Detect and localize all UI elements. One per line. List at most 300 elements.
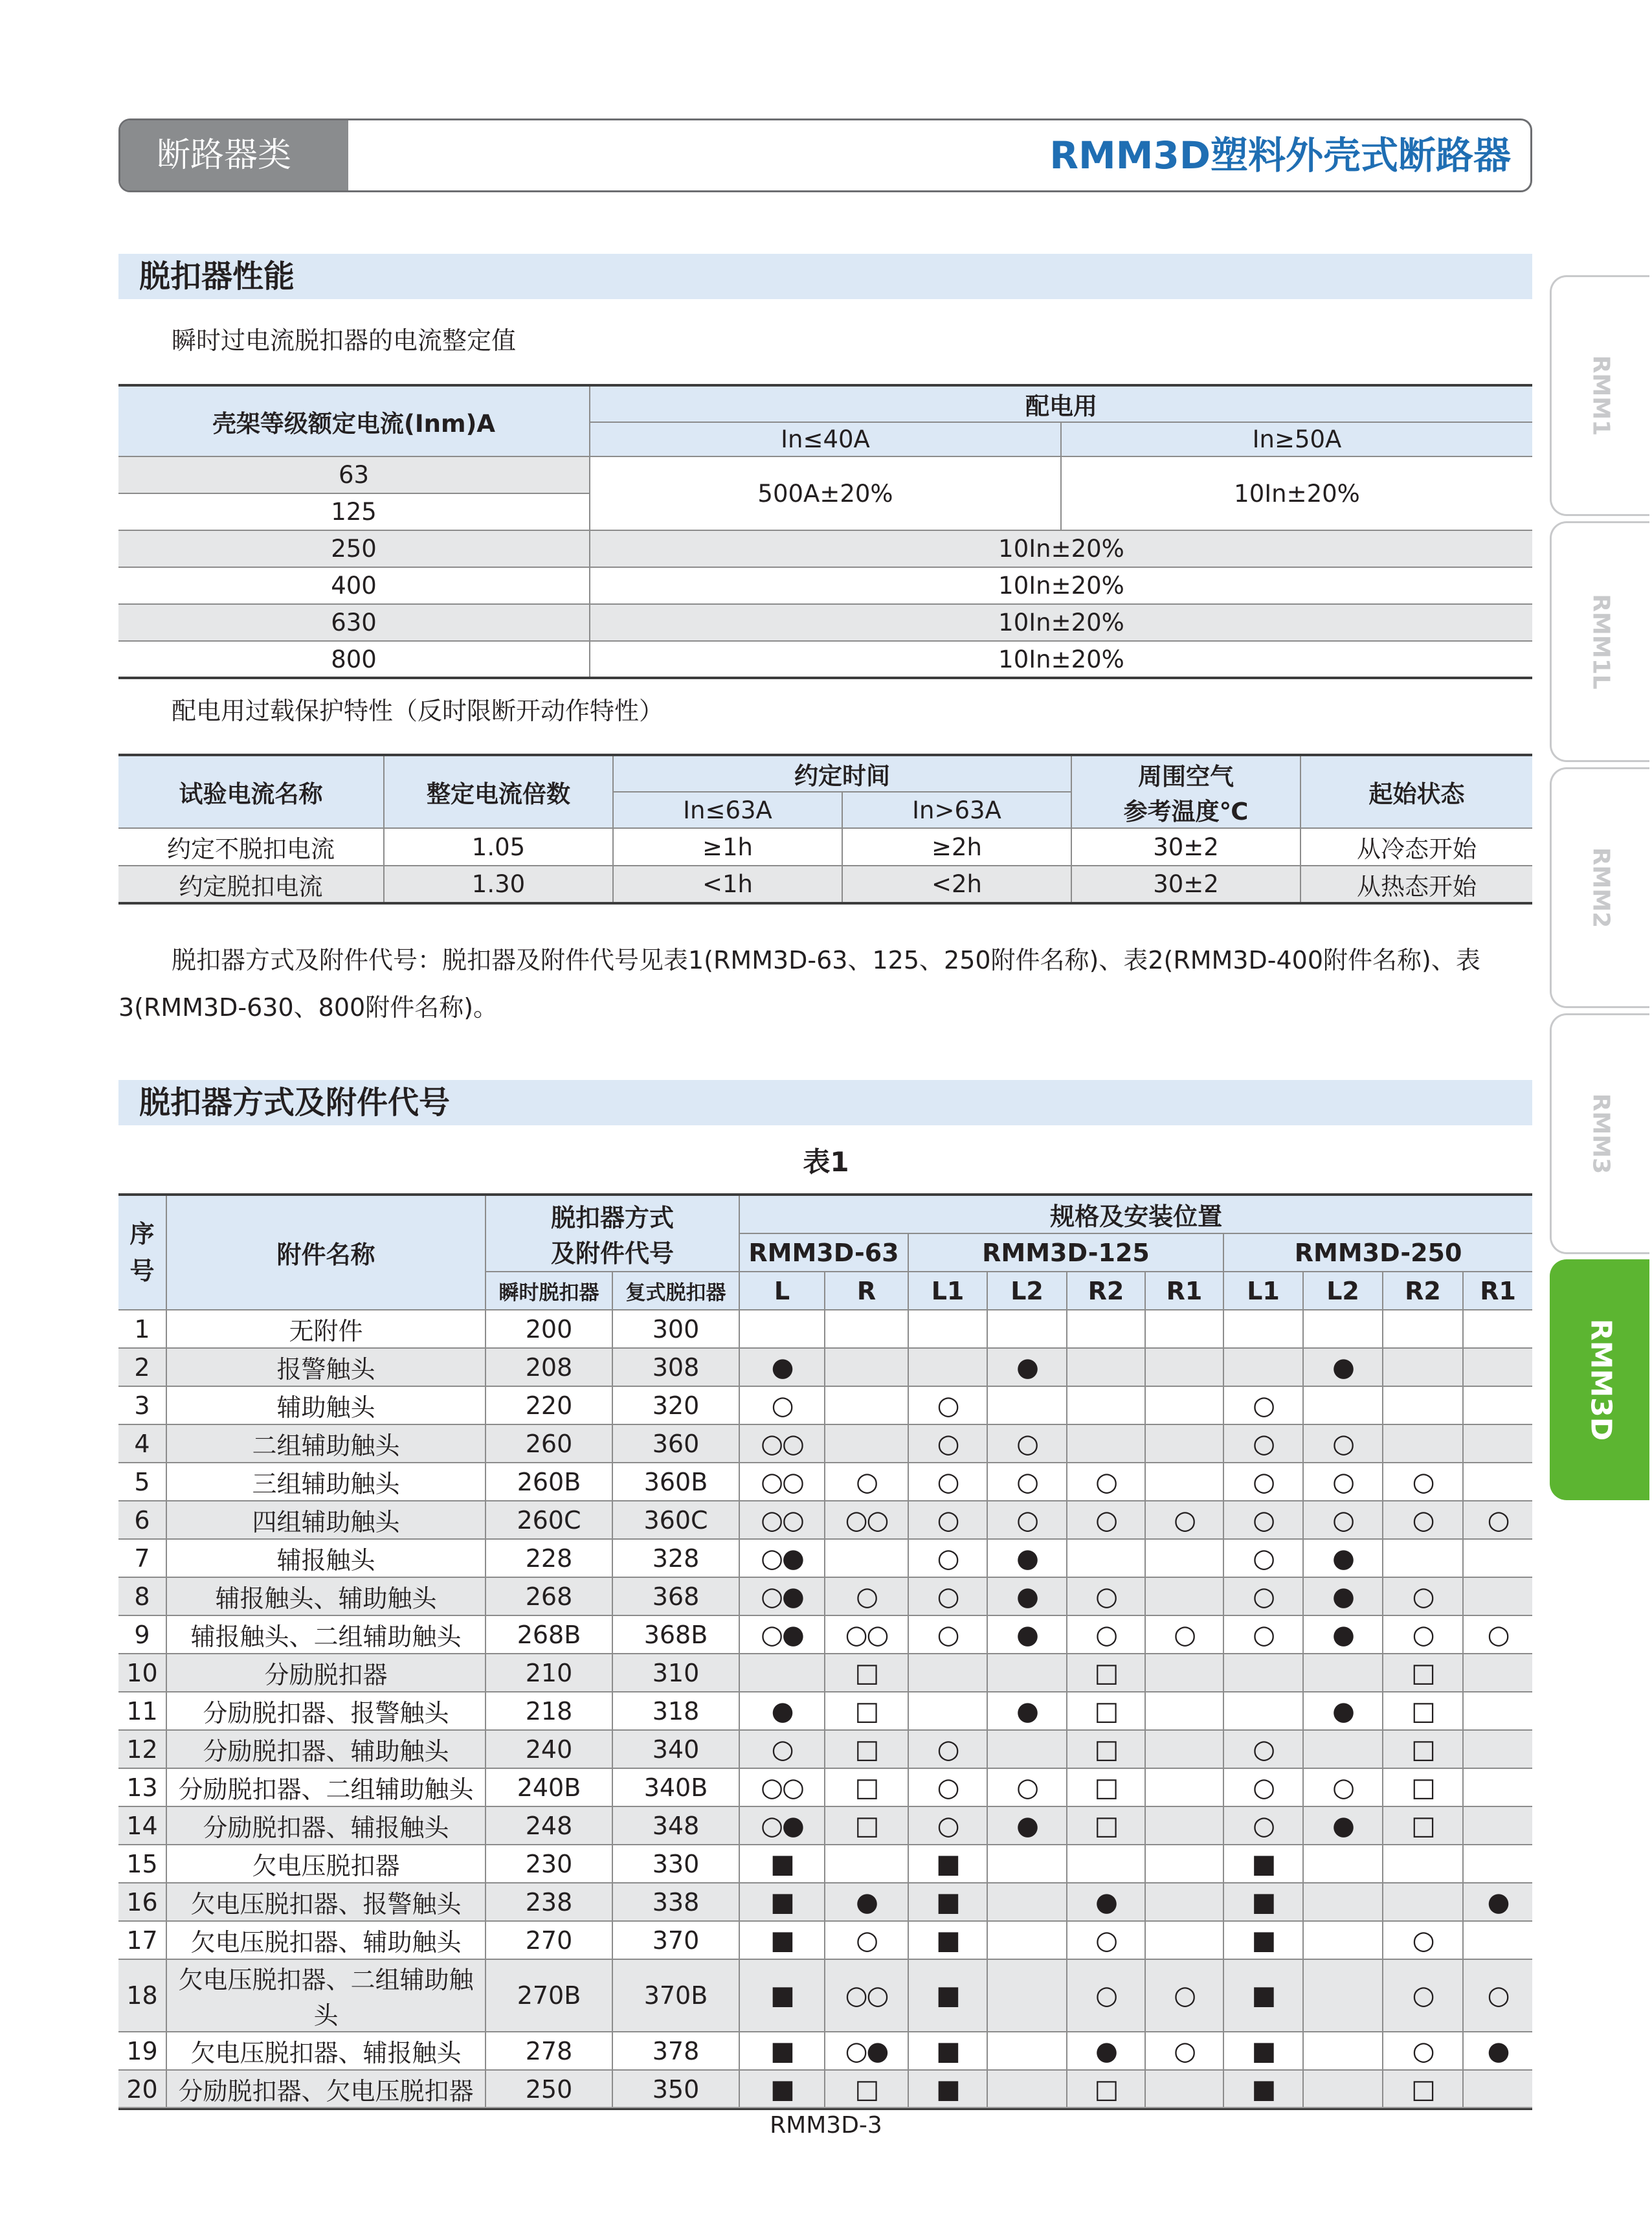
instant-code: 270 (486, 1921, 612, 1959)
th-position: R2 (1383, 1272, 1463, 1310)
th-rmm3d-63: RMM3D-63 (739, 1233, 908, 1272)
table-row (118, 1883, 1532, 1921)
position-mark (1303, 1386, 1383, 1424)
position-mark: ○ (1383, 1959, 1463, 2032)
compound-code: 310 (612, 1654, 739, 1692)
row-number: 18 (118, 1959, 166, 2032)
instant-code: 228 (486, 1539, 612, 1577)
position-mark: □ (1067, 1692, 1145, 1730)
position-mark (1463, 1921, 1532, 1959)
position-mark: ■ (1223, 2070, 1303, 2109)
position-mark: ○ (1067, 1921, 1145, 1959)
position-mark: □ (825, 1692, 908, 1730)
compound-code: 360C (612, 1501, 739, 1539)
position-mark (1303, 1959, 1383, 2032)
position-mark: ○● (739, 1615, 825, 1654)
position-mark: ○ (1223, 1577, 1303, 1615)
position-mark: ○ (1067, 1959, 1145, 2032)
position-mark: ○ (908, 1501, 987, 1539)
description-line-2: 3(RMM3D-630、800附件名称)。 (118, 993, 498, 1022)
position-mark (908, 1692, 987, 1730)
position-mark: ■ (908, 2032, 987, 2070)
position-mark: ○ (1303, 1768, 1383, 1806)
position-mark (1463, 1768, 1532, 1806)
position-mark (987, 2032, 1067, 2070)
position-mark: ○ (1383, 1463, 1463, 1501)
position-mark: ○● (739, 1806, 825, 1845)
tab-rmm2[interactable]: RMM2 (1550, 767, 1649, 1008)
position-mark (1145, 1921, 1223, 1959)
row-number: 6 (118, 1501, 166, 1539)
table-caption: 表1 (803, 1146, 849, 1178)
position-mark: ○ (908, 1577, 987, 1615)
accessory-name: 分励脱扣器、辅助触头 (166, 1730, 486, 1768)
instant-code: 278 (486, 2032, 612, 2070)
position-mark (1463, 1310, 1532, 1348)
position-mark: ■ (908, 1921, 987, 1959)
frame-250: 250 (118, 530, 590, 567)
row-number: 1 (118, 1310, 166, 1348)
position-mark: ● (1463, 1883, 1532, 1921)
accessory-name: 分励脱扣器、二组辅助触头 (166, 1768, 486, 1806)
position-mark: ○○ (739, 1501, 825, 1539)
tab-rmm1l[interactable]: RMM1L (1550, 521, 1649, 762)
th-ge50: In≥50A (1061, 422, 1532, 456)
position-mark: □ (1383, 1768, 1463, 1806)
th-no: 序号 (118, 1195, 166, 1310)
instant-code: 200 (486, 1310, 612, 1348)
accessory-name: 二组辅助触头 (166, 1424, 486, 1463)
position-mark: ○● (825, 2032, 908, 2070)
position-mark: ○ (1145, 2032, 1223, 2070)
th-distribution: 配电用 (590, 385, 1532, 422)
row-number: 4 (118, 1424, 166, 1463)
position-mark: ○ (1067, 1501, 1145, 1539)
position-mark (1463, 1539, 1532, 1577)
position-mark: ● (1303, 1806, 1383, 1845)
position-mark (1223, 1310, 1303, 1348)
compound-code: 330 (612, 1845, 739, 1883)
instant-code: 220 (486, 1386, 612, 1424)
position-mark (1303, 2070, 1383, 2109)
position-mark: ■ (739, 1921, 825, 1959)
frame-800: 800 (118, 641, 590, 678)
th-agreed-time: 约定时间 (613, 755, 1071, 792)
instant-code: 270B (486, 1959, 612, 2032)
position-mark: ○○ (739, 1424, 825, 1463)
position-mark (987, 1730, 1067, 1768)
tab-rmm1[interactable]: RMM1 (1550, 275, 1649, 516)
position-mark: ○ (908, 1730, 987, 1768)
position-mark: ○○ (825, 1959, 908, 2032)
position-mark: □ (1067, 1806, 1145, 1845)
table-row (118, 1501, 1532, 1539)
position-mark: ○ (987, 1424, 1067, 1463)
position-mark: ■ (1223, 1845, 1303, 1883)
description-line-1: 脱扣器方式及附件代号：脱扣器及附件代号见表1(RMM3D-63、125、250附件名称)、表2(RMM3D-400附件名称)、表 (172, 946, 1480, 974)
position-mark (1463, 1692, 1532, 1730)
table-row (118, 1730, 1532, 1768)
table-row: 约定不脱扣电流 1.05 ≥1h ≥2h 30±2 从冷态开始 (118, 828, 1532, 866)
position-mark (908, 1310, 987, 1348)
instant-code: 218 (486, 1692, 612, 1730)
value-800: 10In±20% (590, 641, 1532, 678)
instant-code: 268 (486, 1577, 612, 1615)
accessory-name: 欠电压脱扣器、报警触头 (166, 1883, 486, 1921)
position-mark (987, 1845, 1067, 1883)
th-position: L (739, 1272, 825, 1310)
position-mark: ● (987, 1539, 1067, 1577)
th-position: L1 (1223, 1272, 1303, 1310)
position-mark: ○ (1303, 1463, 1383, 1501)
th-le40: In≤40A (590, 422, 1061, 456)
instant-code: 260C (486, 1501, 612, 1539)
position-mark: ○ (1303, 1424, 1383, 1463)
position-mark: ● (1067, 2032, 1145, 2070)
row-number: 20 (118, 2070, 166, 2109)
position-mark: ○ (739, 1730, 825, 1768)
position-mark (1303, 1921, 1383, 1959)
instant-code: 240B (486, 1768, 612, 1806)
position-mark: ○ (1223, 1386, 1303, 1424)
overload-intro: 配电用过载保护特性（反时限断开动作特性） (172, 697, 664, 725)
th-spec-position: 规格及安装位置 (739, 1195, 1532, 1233)
th-position: R1 (1463, 1272, 1532, 1310)
position-mark: □ (825, 1654, 908, 1692)
section-title-trip-mode: 脱扣器方式及附件代号 (118, 1080, 1532, 1125)
position-mark: ○● (739, 1539, 825, 1577)
table-row (118, 1845, 1532, 1883)
instant-code: 250 (486, 2070, 612, 2109)
position-mark: □ (825, 2070, 908, 2109)
position-mark: ○ (1067, 1463, 1145, 1501)
instant-current-table (118, 384, 1532, 679)
accessory-name: 分励脱扣器 (166, 1654, 486, 1692)
position-mark: ○ (1223, 1768, 1303, 1806)
compound-code: 370B (612, 1959, 739, 2032)
row-number: 8 (118, 1577, 166, 1615)
position-mark: ● (987, 1692, 1067, 1730)
position-mark: ○ (1383, 1501, 1463, 1539)
position-mark (1463, 1463, 1532, 1501)
compound-code: 328 (612, 1539, 739, 1577)
position-mark: ○○ (825, 1501, 908, 1539)
instant-code: 208 (486, 1348, 612, 1386)
section-title-trip-performance: 脱扣器性能 (118, 254, 1532, 299)
row-number: 16 (118, 1883, 166, 1921)
row-number: 14 (118, 1806, 166, 1845)
accessory-name: 三组辅助触头 (166, 1463, 486, 1501)
position-mark: ○ (1383, 1921, 1463, 1959)
row-number: 13 (118, 1768, 166, 1806)
compound-code: 340 (612, 1730, 739, 1768)
position-mark (1303, 1730, 1383, 1768)
value-small-ge50: 10In±20% (1061, 456, 1532, 530)
position-mark: ■ (908, 2070, 987, 2109)
tab-rmm3d[interactable]: RMM3D (1550, 1259, 1649, 1500)
position-mark: ○ (825, 1463, 908, 1501)
table-row (118, 1310, 1532, 1348)
position-mark (1383, 1845, 1463, 1883)
table-row (118, 1806, 1532, 1845)
table-row (118, 1463, 1532, 1501)
position-mark (908, 1654, 987, 1692)
tab-rmm3[interactable]: RMM3 (1550, 1013, 1649, 1254)
position-mark (1303, 2032, 1383, 2070)
th-trip-mode: 脱扣器方式 及附件代号 (486, 1195, 739, 1272)
compound-code: 350 (612, 2070, 739, 2109)
position-mark (825, 1386, 908, 1424)
position-mark: ● (987, 1348, 1067, 1386)
position-mark: ○ (739, 1386, 825, 1424)
position-mark (1145, 1883, 1223, 1921)
position-mark: □ (1383, 1730, 1463, 1768)
position-mark (987, 1310, 1067, 1348)
position-mark: ○ (908, 1806, 987, 1845)
position-mark: ● (987, 1806, 1067, 1845)
position-mark: ○ (1145, 1959, 1223, 2032)
table-row (118, 1577, 1532, 1615)
position-mark: ○ (1223, 1806, 1303, 1845)
position-mark: ■ (739, 1959, 825, 2032)
position-mark: ○ (1145, 1501, 1223, 1539)
instant-code: 240 (486, 1730, 612, 1768)
position-mark (987, 2070, 1067, 2109)
position-mark: □ (1383, 2070, 1463, 2109)
frame-63: 63 (118, 456, 590, 493)
th-test-current: 试验电流名称 (118, 755, 384, 828)
th-temperature: 周围空气 参考温度℃ (1071, 755, 1300, 828)
position-mark (1463, 1654, 1532, 1692)
position-mark: ○ (908, 1768, 987, 1806)
position-mark (825, 1845, 908, 1883)
th-position: R2 (1067, 1272, 1145, 1310)
accessory-name: 辅报触头、辅助触头 (166, 1577, 486, 1615)
position-mark: ● (1303, 1615, 1383, 1654)
th-position: L2 (1303, 1272, 1383, 1310)
position-mark (1145, 1654, 1223, 1692)
position-mark: ○ (987, 1768, 1067, 1806)
accessory-name: 欠电压脱扣器、辅报触头 (166, 2032, 486, 2070)
position-mark (1145, 1845, 1223, 1883)
row-number: 9 (118, 1615, 166, 1654)
position-mark: ● (1463, 2032, 1532, 2070)
compound-code: 300 (612, 1310, 739, 1348)
th-compound-trip: 复式脱扣器 (612, 1272, 739, 1310)
table-row: 约定脱扣电流 1.30 <1h <2h 30±2 从热态开始 (118, 866, 1532, 903)
compound-code: 368 (612, 1577, 739, 1615)
position-mark (1145, 1730, 1223, 1768)
position-mark (1067, 1348, 1145, 1386)
compound-code: 378 (612, 2032, 739, 2070)
position-mark: ○ (908, 1463, 987, 1501)
position-mark (987, 1959, 1067, 2032)
position-mark: ○ (987, 1463, 1067, 1501)
position-mark: ○ (825, 1921, 908, 1959)
position-mark: ○ (1223, 1730, 1303, 1768)
position-mark: ○○ (825, 1615, 908, 1654)
row-number: 11 (118, 1692, 166, 1730)
position-mark: ● (1303, 1348, 1383, 1386)
instant-code: 210 (486, 1654, 612, 1692)
position-mark (1223, 1654, 1303, 1692)
position-mark (1223, 1692, 1303, 1730)
position-mark (825, 1310, 908, 1348)
table-row (118, 1615, 1532, 1654)
position-mark (1145, 1539, 1223, 1577)
position-mark (1223, 1348, 1303, 1386)
position-mark (1463, 1577, 1532, 1615)
page-title: RMM3D塑料外壳式断路器 (1049, 133, 1511, 177)
th-position: R (825, 1272, 908, 1310)
compound-code: 308 (612, 1348, 739, 1386)
position-mark: ○○ (739, 1768, 825, 1806)
accessory-name: 四组辅助触头 (166, 1501, 486, 1539)
position-mark: ● (1303, 1539, 1383, 1577)
position-mark: ○ (1303, 1501, 1383, 1539)
position-mark: □ (1383, 1654, 1463, 1692)
accessory-name: 分励脱扣器、报警触头 (166, 1692, 486, 1730)
position-mark: ○ (1223, 1463, 1303, 1501)
position-mark: ■ (1223, 2032, 1303, 2070)
compound-code: 338 (612, 1883, 739, 1921)
table-row (118, 2070, 1532, 2109)
position-mark: ● (825, 1883, 908, 1921)
position-mark: □ (1383, 1806, 1463, 1845)
position-mark: ○ (908, 1424, 987, 1463)
instant-code: 248 (486, 1806, 612, 1845)
value-630: 10In±20% (590, 604, 1532, 641)
table-row (118, 1654, 1532, 1692)
position-mark (1067, 1310, 1145, 1348)
position-mark: ■ (1223, 1921, 1303, 1959)
accessory-name: 辅助触头 (166, 1386, 486, 1424)
position-mark (1463, 1424, 1532, 1463)
instant-code: 268B (486, 1615, 612, 1654)
position-mark: ● (739, 1692, 825, 1730)
position-mark: □ (1067, 2070, 1145, 2109)
position-mark: ■ (739, 2032, 825, 2070)
table-row (118, 1921, 1532, 1959)
position-mark (1145, 1424, 1223, 1463)
position-mark (825, 1539, 908, 1577)
position-mark: ○ (1383, 2032, 1463, 2070)
position-mark: ○ (908, 1386, 987, 1424)
row-number: 19 (118, 2032, 166, 2070)
row-number: 7 (118, 1539, 166, 1577)
position-mark: ■ (739, 1845, 825, 1883)
position-mark: ○ (1463, 1501, 1532, 1539)
value-250: 10In±20% (590, 530, 1532, 567)
instant-code: 260B (486, 1463, 612, 1501)
position-mark (987, 1386, 1067, 1424)
row-number: 5 (118, 1463, 166, 1501)
position-mark: ■ (908, 1845, 987, 1883)
position-mark (1145, 1348, 1223, 1386)
frame-400: 400 (118, 567, 590, 604)
compound-code: 368B (612, 1615, 739, 1654)
position-mark (1303, 1883, 1383, 1921)
accessory-name: 分励脱扣器、欠电压脱扣器 (166, 2070, 486, 2109)
frame-630: 630 (118, 604, 590, 641)
position-mark (987, 1921, 1067, 1959)
table-row (118, 1768, 1532, 1806)
footer-divider (118, 2107, 1532, 2108)
instant-code: 260 (486, 1424, 612, 1463)
position-mark (1067, 1386, 1145, 1424)
position-mark: ○● (739, 1577, 825, 1615)
position-mark (739, 1310, 825, 1348)
position-mark: □ (1067, 1768, 1145, 1806)
position-mark (987, 1654, 1067, 1692)
position-mark: ● (1303, 1577, 1383, 1615)
accessory-name: 欠电压脱扣器 (166, 1845, 486, 1883)
header-bar (118, 118, 1532, 192)
position-mark (1463, 1730, 1532, 1768)
page-number: RMM3D-3 (770, 2112, 882, 2139)
position-mark: ● (987, 1577, 1067, 1615)
position-mark: ■ (739, 1883, 825, 1921)
table-row (118, 1348, 1532, 1386)
position-mark (1463, 1845, 1532, 1883)
position-mark: ○○ (739, 1463, 825, 1501)
position-mark: ■ (1223, 1883, 1303, 1921)
position-mark (1067, 1539, 1145, 1577)
position-mark (1067, 1424, 1145, 1463)
position-mark (825, 1348, 908, 1386)
th-multiple: 整定电流倍数 (384, 755, 613, 828)
accessory-name: 欠电压脱扣器、辅助触头 (166, 1921, 486, 1959)
accessory-name: 无附件 (166, 1310, 486, 1348)
accessory-name: 报警触头 (166, 1348, 486, 1386)
compound-code: 370 (612, 1921, 739, 1959)
accessory-code-table (118, 1193, 1532, 2110)
position-mark: □ (825, 1730, 908, 1768)
compound-code: 320 (612, 1386, 739, 1424)
value-small-le40: 500A±20% (590, 456, 1061, 530)
position-mark: ■ (908, 1883, 987, 1921)
row-number: 2 (118, 1348, 166, 1386)
th-initial-state: 起始状态 (1300, 755, 1532, 828)
position-mark: ○ (1223, 1539, 1303, 1577)
accessory-name: 欠电压脱扣器、二组辅助触头 (166, 1959, 486, 2032)
position-mark: ○ (1223, 1501, 1303, 1539)
position-mark: ■ (908, 1959, 987, 2032)
position-mark (825, 1424, 908, 1463)
th-rmm3d-250: RMM3D-250 (1223, 1233, 1532, 1272)
position-mark (1303, 1654, 1383, 1692)
position-mark: ■ (1223, 1959, 1303, 2032)
position-mark (1383, 1883, 1463, 1921)
th-position: R1 (1145, 1272, 1223, 1310)
accessory-name: 辅报触头、二组辅助触头 (166, 1615, 486, 1654)
accessory-name: 分励脱扣器、辅报触头 (166, 1806, 486, 1845)
compound-code: 360 (612, 1424, 739, 1463)
position-mark: ○ (1067, 1615, 1145, 1654)
position-mark: □ (1383, 1692, 1463, 1730)
position-mark (1145, 1463, 1223, 1501)
position-mark (908, 1348, 987, 1386)
th-accessory: 附件名称 (166, 1195, 486, 1310)
position-mark (1463, 2070, 1532, 2109)
position-mark (1463, 1386, 1532, 1424)
position-mark: ○ (1223, 1424, 1303, 1463)
position-mark: ● (1303, 1692, 1383, 1730)
position-mark (1145, 1692, 1223, 1730)
th-position: L2 (987, 1272, 1067, 1310)
compound-code: 348 (612, 1806, 739, 1845)
th-le63: In≤63A (613, 792, 842, 828)
